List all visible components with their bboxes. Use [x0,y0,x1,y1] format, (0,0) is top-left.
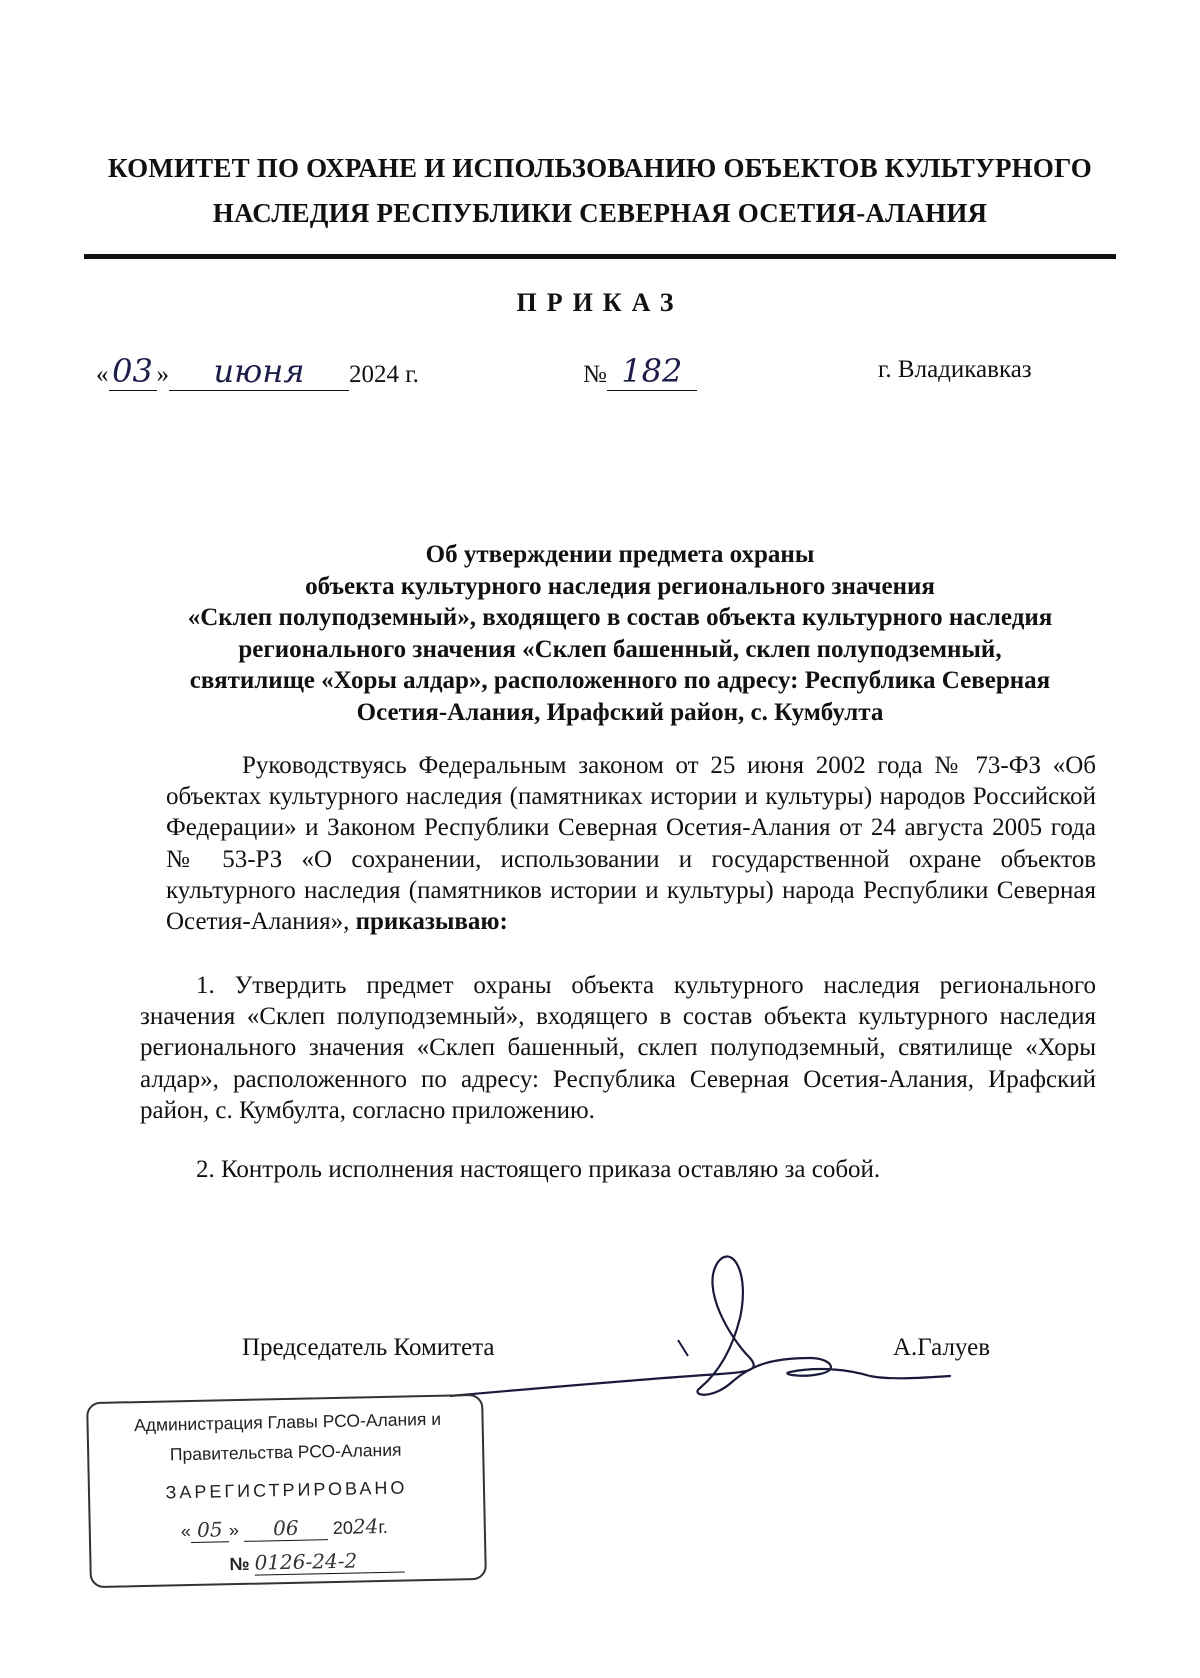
stamp-date [181,1514,388,1543]
committee-name-line-1: КОМИТЕТ ПО ОХРАНЕ И ИСПОЛЬЗОВАНИЮ ОБЪЕКТОВ КУЛЬТУРНОГО [107,153,1092,183]
stamp-date-quote-close: » [228,1520,240,1541]
stamp-month-handwritten: 06 [244,1515,329,1542]
stamp-number [229,1548,405,1577]
subject-line: объекта культурного наследия регионального значения [305,572,935,600]
number-handwritten: 182 [607,352,697,391]
stamp-number-label: № [229,1553,250,1575]
committee-name-line-2: НАСЛЕДИЯ РЕСПУБЛИКИ СЕВЕРНАЯ ОСЕТИЯ-АЛАНИЯ [212,198,988,228]
date-month-handwritten: июня [169,352,349,391]
order-item-2: 2. Контроль исполнения настоящего приказа оставляю за собой. [196,1156,881,1183]
stamp-number-handwritten: 0126-24-2 [254,1548,404,1576]
header-divider [84,254,1116,259]
preamble [166,750,1096,937]
subject-line: Об утверждении предмета охраны [425,541,815,568]
signatory-position: Председатель Комитета [242,1334,495,1361]
document-type: ПРИКАЗ [516,288,684,317]
preamble-text: Руководствуясь Федеральным законом от 25 июня 2002 года № 73-ФЗ «Об объектах культурного наследия (памятниках истории и культуры) народов Российской Федерации» и Законом Республики Северная Осетия-Алания от 24 августа 2005 года № 53-РЗ «О сохранении, использовании и государственной охране объектов культурного наследия (памятников истории и культуры) народа Республики Северная Осетия-Алания», [166,752,1096,936]
handwritten-signature [450,1248,970,1408]
stamp-authority-line-1: Администрация Главы РСО-Алания и [133,1408,442,1436]
stamp-authority-line-2: Правительства РСО-Алания [169,1439,402,1465]
stamp-year-prefix: 20 [332,1517,354,1539]
order-date [96,352,419,391]
order-number [583,352,697,391]
subject-line: «Склеп полуподземный», входящего в состав объекта культурного наследия [187,604,1053,631]
stamp-date-quote-open: « [180,1521,192,1542]
signatory-name: А.Галуев [893,1334,990,1361]
date-quote-open: « [96,361,109,388]
subject-line: святилище «Хоры алдар», расположенного по адресу: Республика Северная [189,667,1051,694]
date-year: 2024 г. [349,361,419,388]
stamp-registered: ЗАРЕГИСТРИРОВАНО [165,1477,408,1503]
stamp-year-handwritten: 24 [352,1514,379,1539]
number-label: № [583,361,607,388]
registration-stamp [86,1394,487,1588]
order-subject [140,539,1100,728]
stamp-year-suffix: г. [378,1516,388,1538]
subject-line: регионального значения «Склеп башенный, склеп полуподземный, [238,635,1002,663]
city: г. Владикавказ [878,356,1032,383]
preamble-decree-word: приказываю: [355,908,508,936]
date-quote-close: » [156,361,169,388]
subject-line: Осетия-Алания, Ирафский район, с. Кумбулта [356,698,884,726]
date-day-handwritten: 03 [109,352,157,391]
stamp-day-handwritten: 05 [191,1517,230,1543]
order-item-1: 1. Утвердить предмет охраны объекта культурного наследия регионального значения «Склеп полуподземный», входящего в состав объекта культурного наследия регионального значения «Склеп башенный, склеп полуподземный, святилище «Хоры алдар», расположенного по адресу: Республика Северная Осетия-Алания, Ирафский район, с. Кумбулта, согласно приложению. [140,972,1096,1124]
